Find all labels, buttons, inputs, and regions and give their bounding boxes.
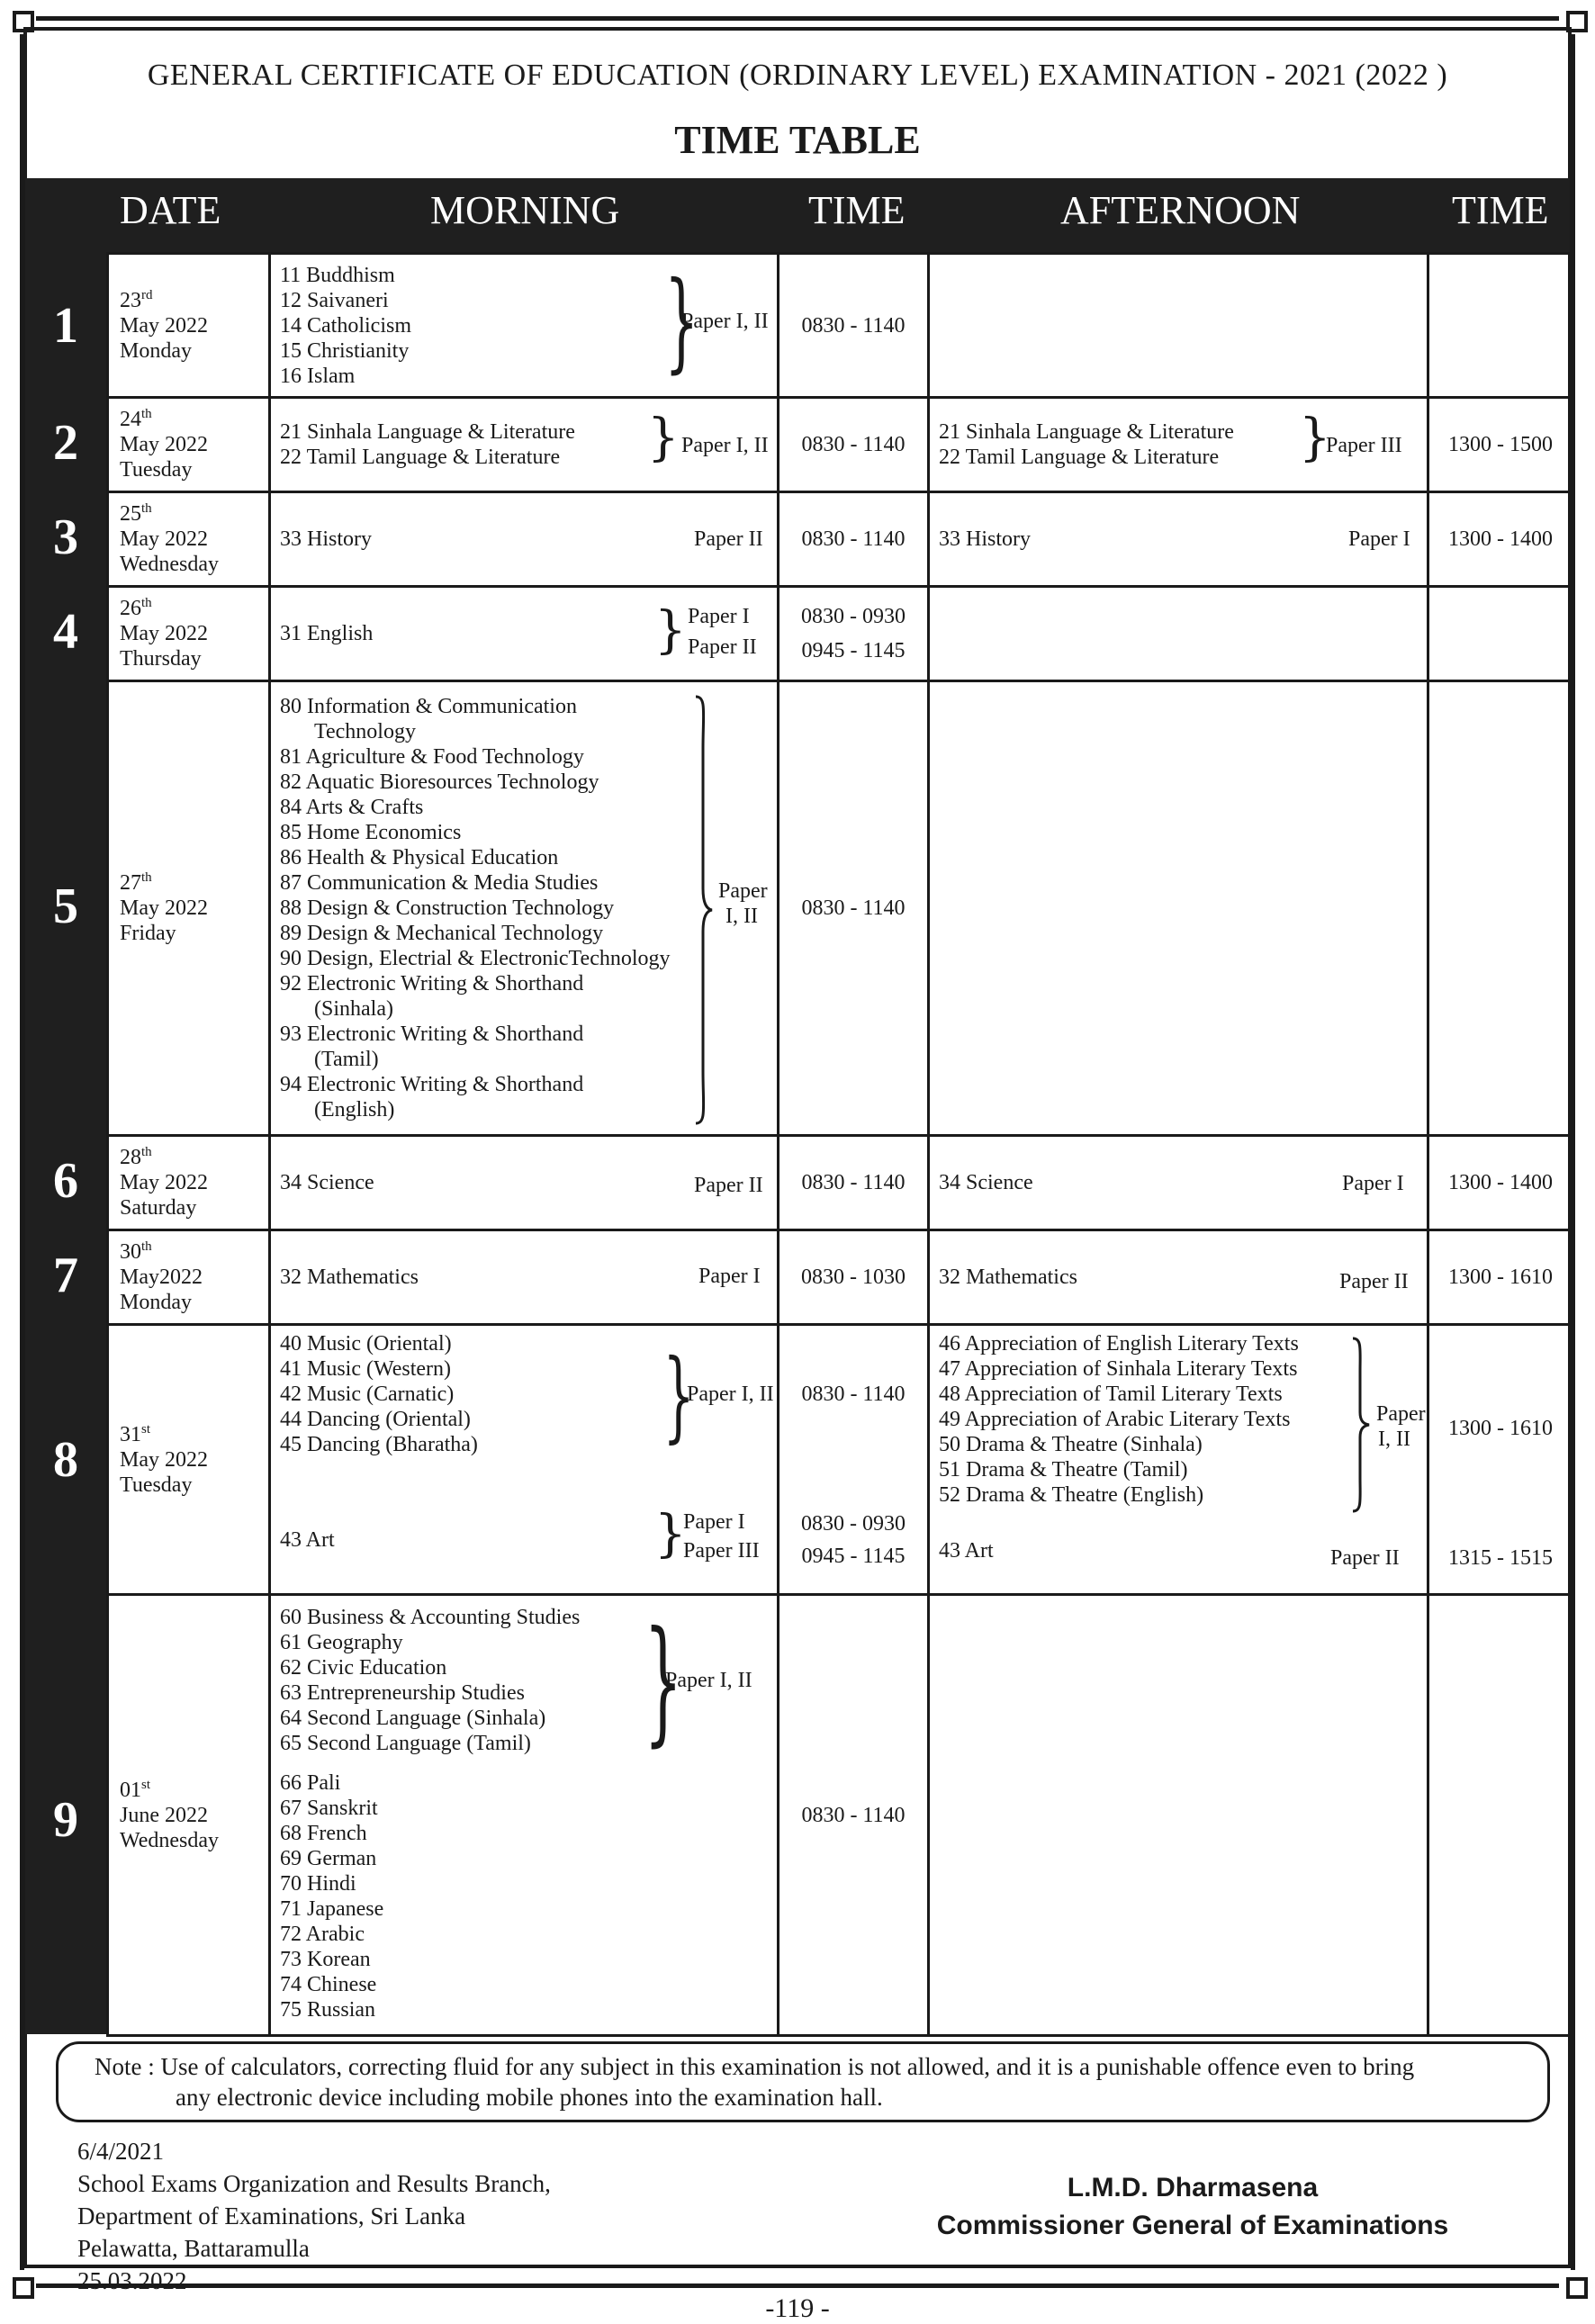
subject-line: 31 English [280,622,374,645]
subject-line: 45 Dancing (Bharatha) [280,1433,478,1456]
afternoon-cell [929,1136,1428,1230]
col-time-morning: TIME [808,188,906,232]
subject-line: (English) [314,1098,395,1121]
subject-line: 48 Appreciation of Tamil Literary Texts [939,1383,1283,1406]
subject-line: 33 History [939,527,1031,551]
signatory-title: Commissioner General of Examinations [936,2211,1449,2240]
paper-label: Paper I, II [665,1669,752,1692]
subject-line: 88 Design & Construction Technology [280,896,615,920]
subject-line: 82 Aquatic Bioresources Technology [280,770,599,794]
signatory [936,2169,1449,2245]
subject-line: 40 Music (Oriental) [280,1332,452,1356]
table-row [108,1136,1573,1230]
subject-line: 16 Islam [280,364,356,388]
row-number: 8 [53,1432,78,1488]
subject-line: 93 Electronic Writing & Shorthand [280,1022,584,1046]
subject-line: 22 Tamil Language & Literature [280,446,561,469]
table-row [108,492,1573,587]
subject-line: 63 Entrepreneurship Studies [280,1681,525,1705]
issuing-office [77,2135,551,2297]
time-cell [1428,681,1573,1136]
subject-line: 34 Science [280,1171,374,1194]
afternoon-cell [929,398,1428,492]
table-row [108,1595,1573,2036]
subject-list [939,1326,1418,1508]
paper-label: Paper I, II [681,434,769,457]
time-cell: 1300 - 1400 [1428,492,1573,587]
table-row [108,1325,1573,1595]
paper-label: Paper I [688,605,750,628]
time-cell: 0830 - 1140 [779,254,929,398]
subject-line: 32 Mathematics [939,1266,1077,1289]
row-number: 3 [53,509,78,565]
date-cell: 23rd May 2022 Monday [108,254,270,398]
brace: } [644,1603,683,1760]
morning-cell [270,1230,779,1325]
subject-line: 70 Hindi [280,1872,356,1896]
subject-line: 12 Saivaneri [280,288,389,312]
note-text: any electronic device including mobile phones into the examination hall. [176,2084,883,2111]
time-cell [1428,254,1573,398]
subject-list [939,1538,994,1563]
subject-line: 69 German [280,1847,377,1870]
row-number: 9 [53,1792,78,1848]
afternoon-cell [929,1595,1428,2036]
afternoon-cell [929,587,1428,681]
date-cell: 25th May 2022 Wednesday [108,492,270,587]
subject-list [280,1527,335,1553]
time-cell: 0830 - 1140 0830 - 0930 0945 - 1145 [779,1325,929,1595]
morning-cell [270,254,779,398]
subject-line: (Tamil) [314,1048,379,1071]
paper-label: Paper [718,879,768,903]
morning-cell [270,1136,779,1230]
signatory-name: L.M.D. Dharmasena [1067,2173,1319,2202]
brace: } [654,601,687,660]
morning-cell [270,587,779,681]
subject-line: 92 Electronic Writing & Shorthand [280,972,584,995]
subject-line: 41 Music (Western) [280,1357,452,1381]
row-number: 1 [53,298,78,354]
col-afternoon: AFTERNOON [1060,188,1301,232]
subject-line: 72 Arabic [280,1923,365,1946]
subject-line: 71 Japanese [280,1897,384,1921]
paper-label: Paper I [1348,527,1410,551]
row-number: 6 [53,1153,78,1209]
date-cell: 26th May 2022 Thursday [108,587,270,681]
time-cell: 0830 - 1140 [779,398,929,492]
brace [694,695,714,1125]
subject-line: 22 Tamil Language & Literature [939,446,1220,469]
subject-line: 42 Music (Carnatic) [280,1383,455,1406]
table-row [108,1230,1573,1325]
paper-label: Paper II [1339,1270,1409,1293]
subject-line: 66 Pali [280,1771,341,1795]
time-cell: 0830 - 0930 0945 - 1145 [779,587,929,681]
subject-line: 81 Agriculture & Food Technology [280,745,584,769]
subject-line: 43 Art [939,1539,994,1563]
subject-line: 80 Information & Communication [280,695,577,718]
exam-title: GENERAL CERTIFICATE OF EDUCATION (ORDINARY LEVEL) EXAMINATION - 2021 (2022 ) [147,59,1448,92]
subject-line: 85 Home Economics [280,821,462,844]
subject-line: 46 Appreciation of English Literary Texts [939,1332,1299,1356]
subject-line: 74 Chinese [280,1973,377,1996]
paper-label: Paper III [683,1539,760,1563]
subject-line: Technology [314,720,416,743]
subject-line: 52 Drama & Theatre (English) [939,1483,1204,1507]
afternoon-cell [929,492,1428,587]
timetable [106,252,1574,2037]
subject-line: 84 Arts & Crafts [280,796,424,819]
subject-line: 21 Sinhala Language & Literature [280,420,575,444]
table-row [108,587,1573,681]
date-cell: 01st June 2022 Wednesday [108,1595,270,2036]
subject-line: 65 Second Language (Tamil) [280,1732,531,1755]
column-header-bar [25,178,1570,252]
office-line: Pelawatta, Battaramulla [77,2235,310,2262]
subject-list [280,1756,768,2022]
row-number: 7 [53,1248,78,1303]
subject-line: 14 Catholicism [280,313,411,338]
note-box [56,2041,1550,2122]
time-cell: 1300 - 1610 [1428,1230,1573,1325]
brace: } [647,409,680,467]
page-number: -119 - [765,2293,830,2323]
morning-cell [270,681,779,1136]
subject-line: 62 Civic Education [280,1656,447,1680]
paper-label: Paper [1376,1402,1426,1426]
table-row [108,681,1573,1136]
subject-line: 89 Design & Mechanical Technology [280,922,604,945]
brace: } [1299,409,1331,467]
subject-line: 47 Appreciation of Sinhala Literary Texts [939,1357,1298,1381]
time-cell [1428,587,1573,681]
paper-label: Paper I [683,1510,745,1534]
subject-line: 49 Appreciation of Arabic Literary Texts [939,1408,1291,1431]
date-cell: 24th May 2022 Tuesday [108,398,270,492]
time-cell: 0830 - 1030 [779,1230,929,1325]
col-morning: MORNING [430,188,620,232]
paper-label: I, II [725,905,758,928]
afternoon-cell [929,1325,1428,1595]
subject-line: 50 Drama & Theatre (Sinhala) [939,1433,1203,1456]
subject-list [280,1265,768,1290]
paper-label: Paper II [688,635,757,659]
col-time-afternoon: TIME [1452,188,1549,232]
paper-label: Paper III [1326,434,1402,457]
brace: } [654,1505,687,1563]
subject-line: 64 Second Language (Sinhala) [280,1707,546,1730]
morning-cell [270,1595,779,2036]
office-line: 6/4/2021 [77,2138,165,2165]
brace: } [664,259,699,384]
subject-line: 90 Design, Electrial & ElectronicTechnology [280,947,671,970]
date-cell: 28th May 2022 Saturday [108,1136,270,1230]
brace: } [662,1338,695,1453]
time-cell: 1300 - 1500 [1428,398,1573,492]
paper-label: Paper I, II [687,1383,774,1406]
subject-line: 67 Sanskrit [280,1797,378,1820]
subject-line: 73 Korean [280,1948,371,1971]
date-cell: 30th May2022 Monday [108,1230,270,1325]
time-cell: 0830 - 1140 [779,1136,929,1230]
subject-line: 34 Science [939,1171,1033,1194]
time-cell: 1300 - 1400 [1428,1136,1573,1230]
time-cell [1428,1595,1573,2036]
subject-line: 68 French [280,1822,367,1845]
time-cell: 1300 - 1610 1315 - 1515 [1428,1325,1573,1595]
paper-label: Paper II [1330,1546,1400,1570]
col-date: DATE [120,188,221,232]
subject-line: 61 Geography [280,1631,403,1654]
subject-line: 87 Communication & Media Studies [280,871,599,895]
time-cell: 0830 - 1140 [779,681,929,1136]
subject-line: 32 Mathematics [280,1266,419,1289]
date-cell: 31st May 2022 Tuesday [108,1325,270,1595]
subject-line: 43 Art [280,1528,335,1552]
date-cell: 27th May 2022 Friday [108,681,270,1136]
row-number: 5 [53,878,78,934]
subject-line: 21 Sinhala Language & Literature [939,420,1234,444]
subject-line: 11 Buddhism [280,263,395,287]
morning-cell [270,398,779,492]
subject-list [939,527,1418,552]
subject-line: 86 Health & Physical Education [280,846,559,869]
subject-line: 44 Dancing (Oriental) [280,1408,471,1431]
paper-label: Paper I [698,1265,761,1288]
afternoon-cell [929,681,1428,1136]
subject-line: 51 Drama & Theatre (Tamil) [939,1458,1188,1482]
office-line: Department of Examinations, Sri Lanka [77,2202,466,2229]
paper-label: Paper II [694,1174,763,1197]
time-cell: 0830 - 1140 [779,1595,929,2036]
subject-line: (Sinhala) [314,997,393,1021]
brace [1351,1337,1371,1513]
office-line: School Exams Organization and Results Branch, [77,2170,551,2197]
row-number: 4 [53,604,78,660]
timetable-title: TIME TABLE [674,118,921,162]
subject-line: 60 Business & Accounting Studies [280,1606,581,1629]
paper-label: Paper II [694,527,763,551]
subject-line: 33 History [280,527,372,551]
paper-label: I, II [1378,1428,1410,1451]
paper-label: Paper I [1342,1172,1404,1195]
note-text: Note : Use of calculators, correcting fluid for any subject in this examination is not allowed, and it is a punishable offence even to bring [95,2053,1415,2080]
office-line: 25.03.2022 [77,2267,187,2294]
subject-line: 94 Electronic Writing & Shorthand [280,1073,584,1096]
table-row [108,254,1573,398]
subject-line: 75 Russian [280,1998,376,2022]
morning-cell [270,1325,779,1595]
table-row [108,398,1573,492]
afternoon-cell [929,1230,1428,1325]
row-number: 2 [53,415,78,471]
afternoon-cell [929,254,1428,398]
subject-line: 15 Christianity [280,338,410,363]
paper-label: Paper I, II [681,310,769,333]
morning-cell [270,492,779,587]
time-cell: 0830 - 1140 [779,492,929,587]
